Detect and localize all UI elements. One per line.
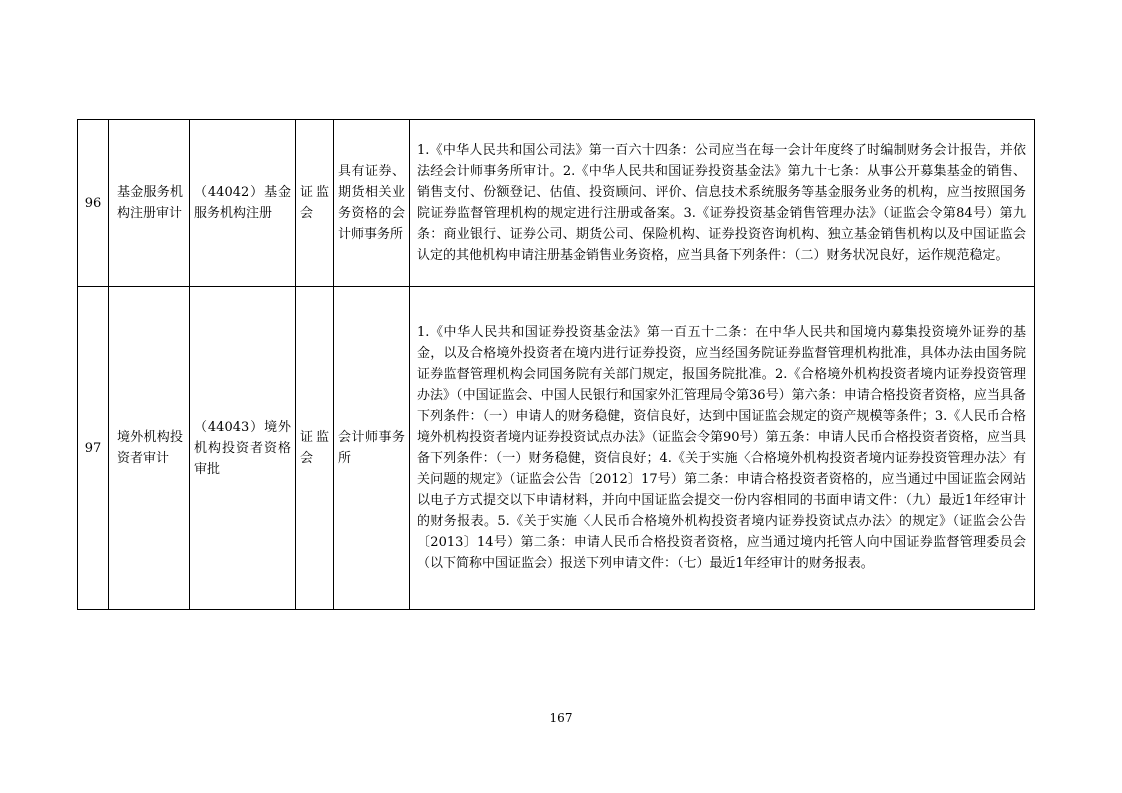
qualification: 会计师事务所	[334, 287, 410, 610]
legal-basis: 1.《中华人民共和国公司法》第一百六十四条：公司应当在每一会计年度终了时编制财务会计报告，并依法经会计师事务所审计。2.《中华人民共和国证券投资基金法》第九十七条：从事公开募集基金的销售、销售支付、份额登记、估值、投资顾问、评价、信息技术系统服务等基金服务业务的机构，应当按照国务院证券监督管理机构的规定进行注册或备案。3.《证券投资基金销售管理办法》（证监会令第84号）第九条：商业银行、证券公司、期货公司、保险机构、证券投资咨询机构、独立基金销售机构以及中国证监会认定的其他机构申请注册基金销售业务资格，应当具备下列条件：（二）财务状况良好，运作规范稳定。	[410, 120, 1035, 287]
department: 证监会	[296, 120, 334, 287]
approval-item: （44042）基金服务机构注册	[190, 120, 296, 287]
service-item: 基金服务机构注册审计	[109, 120, 190, 287]
legal-basis: 1.《中华人民共和国证券投资基金法》第一百五十二条：在中华人民共和国境内募集投资境外证券的基金，以及合格境外投资者在境内进行证券投资，应当经国务院证券监督管理机构批准，具体办法由国务院证券监督管理机构会同国务院有关部门规定，报国务院批准。2.《合格境外机构投资者境内证券投资管理办法》（中国证监会、中国人民银行和国家外汇管理局令第36号）第六条：申请合格投资者资格，应当具备下列条件：（一）申请人的财务稳健，资信良好，达到中国证监会规定的资产规模等条件；3.《人民币合格境外机构投资者境内证券投资试点办法》（证监会令第90号）第五条：申请人民币合格投资者资格，应当具备下列条件：（一）财务稳健，资信良好；4.《关于实施〈合格境外机构投资者境内证券投资管理办法〉有关问题的规定》（证监会公告〔2012〕17号）第二条：申请合格投资者资格的，应当通过中国证监会网站以电子方式提交以下申请材料，并向中国证监会提交一份内容相同的书面申请文件：（九）最近1年经审计的财务报表。5.《关于实施〈人民币合格境外机构投资者境内证券投资试点办法〉的规定》（证监会公告〔2013〕14号）第二条：申请人民币合格投资者资格，应当通过境内托管人向中国证券监督管理委员会（以下简称中国证监会）报送下列申请文件：（七）最近1年经审计的财务报表。	[410, 287, 1035, 610]
row-number: 96	[78, 120, 109, 287]
regulation-table	[77, 119, 1035, 610]
row-number: 97	[78, 287, 109, 610]
department: 证监会	[296, 287, 334, 610]
approval-item: （44043）境外机构投资者资格审批	[190, 287, 296, 610]
page-number: 167	[549, 711, 573, 725]
table-row	[78, 120, 1035, 287]
table-row	[78, 287, 1035, 610]
service-item: 境外机构投资者审计	[109, 287, 190, 610]
qualification: 具有证券、期货相关业务资格的会计师事务所	[334, 120, 410, 287]
